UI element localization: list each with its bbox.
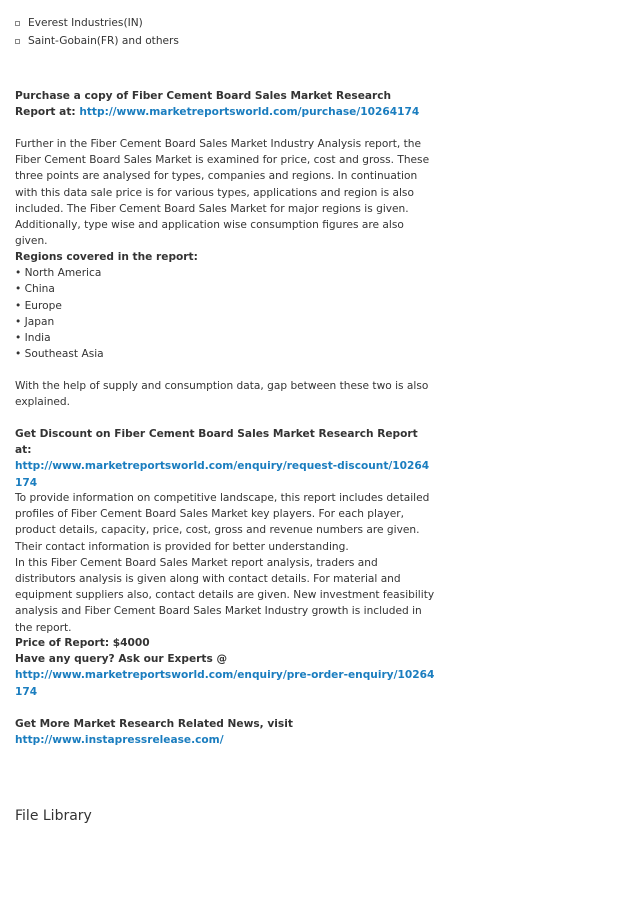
query-text: Have any query? Ask our Experts @	[15, 653, 228, 666]
region-item: • North America	[15, 267, 102, 280]
top-bullet-list	[15, 14, 179, 50]
news-text: Get More Market Research Related News, visit	[15, 718, 293, 730]
paragraph-text: To provide information on competitive landscape, this report includes detailed profiles of Fiber Cement Board Sales Market key players. For each player, product details, capacity, price, cost, gross and revenue numbers are given. Their contact information is provided for better understanding.	[15, 492, 430, 553]
news-link[interactable]: http://www.instapressrelease.com/	[15, 734, 224, 747]
discount-link[interactable]: http://www.marketreportsworld.com/enquiry/request-discount/10264174	[15, 460, 430, 489]
list-item	[15, 14, 179, 32]
paragraph-text: In this Fiber Cement Board Sales Market report analysis, traders and distributors analysis is given along with contact details. For material and equipment suppliers also, contact details are given. New investment feasibility analysis and Fiber Cement Board Sales Market Industry growth is included in the report.	[15, 556, 435, 634]
price-section	[15, 635, 435, 700]
region-item: • Japan	[15, 315, 55, 328]
region-item: • Southeast Asia	[15, 348, 104, 361]
region-item: • Europe	[15, 299, 62, 312]
news-section	[15, 716, 435, 748]
paragraph-text: With the help of supply and consumption data, gap between these two is also explained.	[15, 380, 429, 409]
supply-paragraph	[15, 378, 435, 410]
query-link[interactable]: http://www.marketreportsworld.com/enquiry/pre-order-enquiry/10264174	[15, 669, 435, 698]
square-bullet-icon	[15, 21, 20, 26]
purchase-text: Purchase a copy of Fiber Cement Board Sales Market Research Report at: http://www.marketreportsworld.com/purchase/10264174	[15, 90, 420, 119]
paragraph-text: Further in the Fiber Cement Board Sales Market Industry Analysis report, the Fiber Cement Board Sales Market is examined for price, cost and gross. These three points are analysed for types, companies and regions. In continuation with this data sale price is for various types, applications and region is also included. The Fiber Cement Board Sales Market for major regions is given. Additionally, type wise and application wise consumption figures are also given.	[15, 138, 430, 248]
price-text: Price of Report: $4000	[15, 637, 150, 649]
list-item-text: Saint-Gobain(FR) and others	[28, 34, 179, 47]
landscape-paragraph	[15, 490, 435, 636]
list-item-text: Everest Industries(IN)	[28, 16, 143, 29]
region-item: • India	[15, 332, 51, 345]
file-library-heading: File Library	[15, 808, 92, 824]
purchase-link[interactable]: http://www.marketreportsworld.com/purchase/10264174	[79, 106, 420, 119]
analysis-paragraph	[15, 136, 435, 249]
square-bullet-icon	[15, 39, 20, 44]
purchase-section	[15, 88, 435, 120]
regions-heading: Regions covered in the report:	[15, 251, 198, 263]
list-item	[15, 32, 179, 50]
discount-text: Get Discount on Fiber Cement Board Sales Market Research Report at:	[15, 428, 418, 457]
discount-section	[15, 426, 435, 491]
region-item: • China	[15, 283, 55, 296]
regions-section	[15, 249, 435, 362]
